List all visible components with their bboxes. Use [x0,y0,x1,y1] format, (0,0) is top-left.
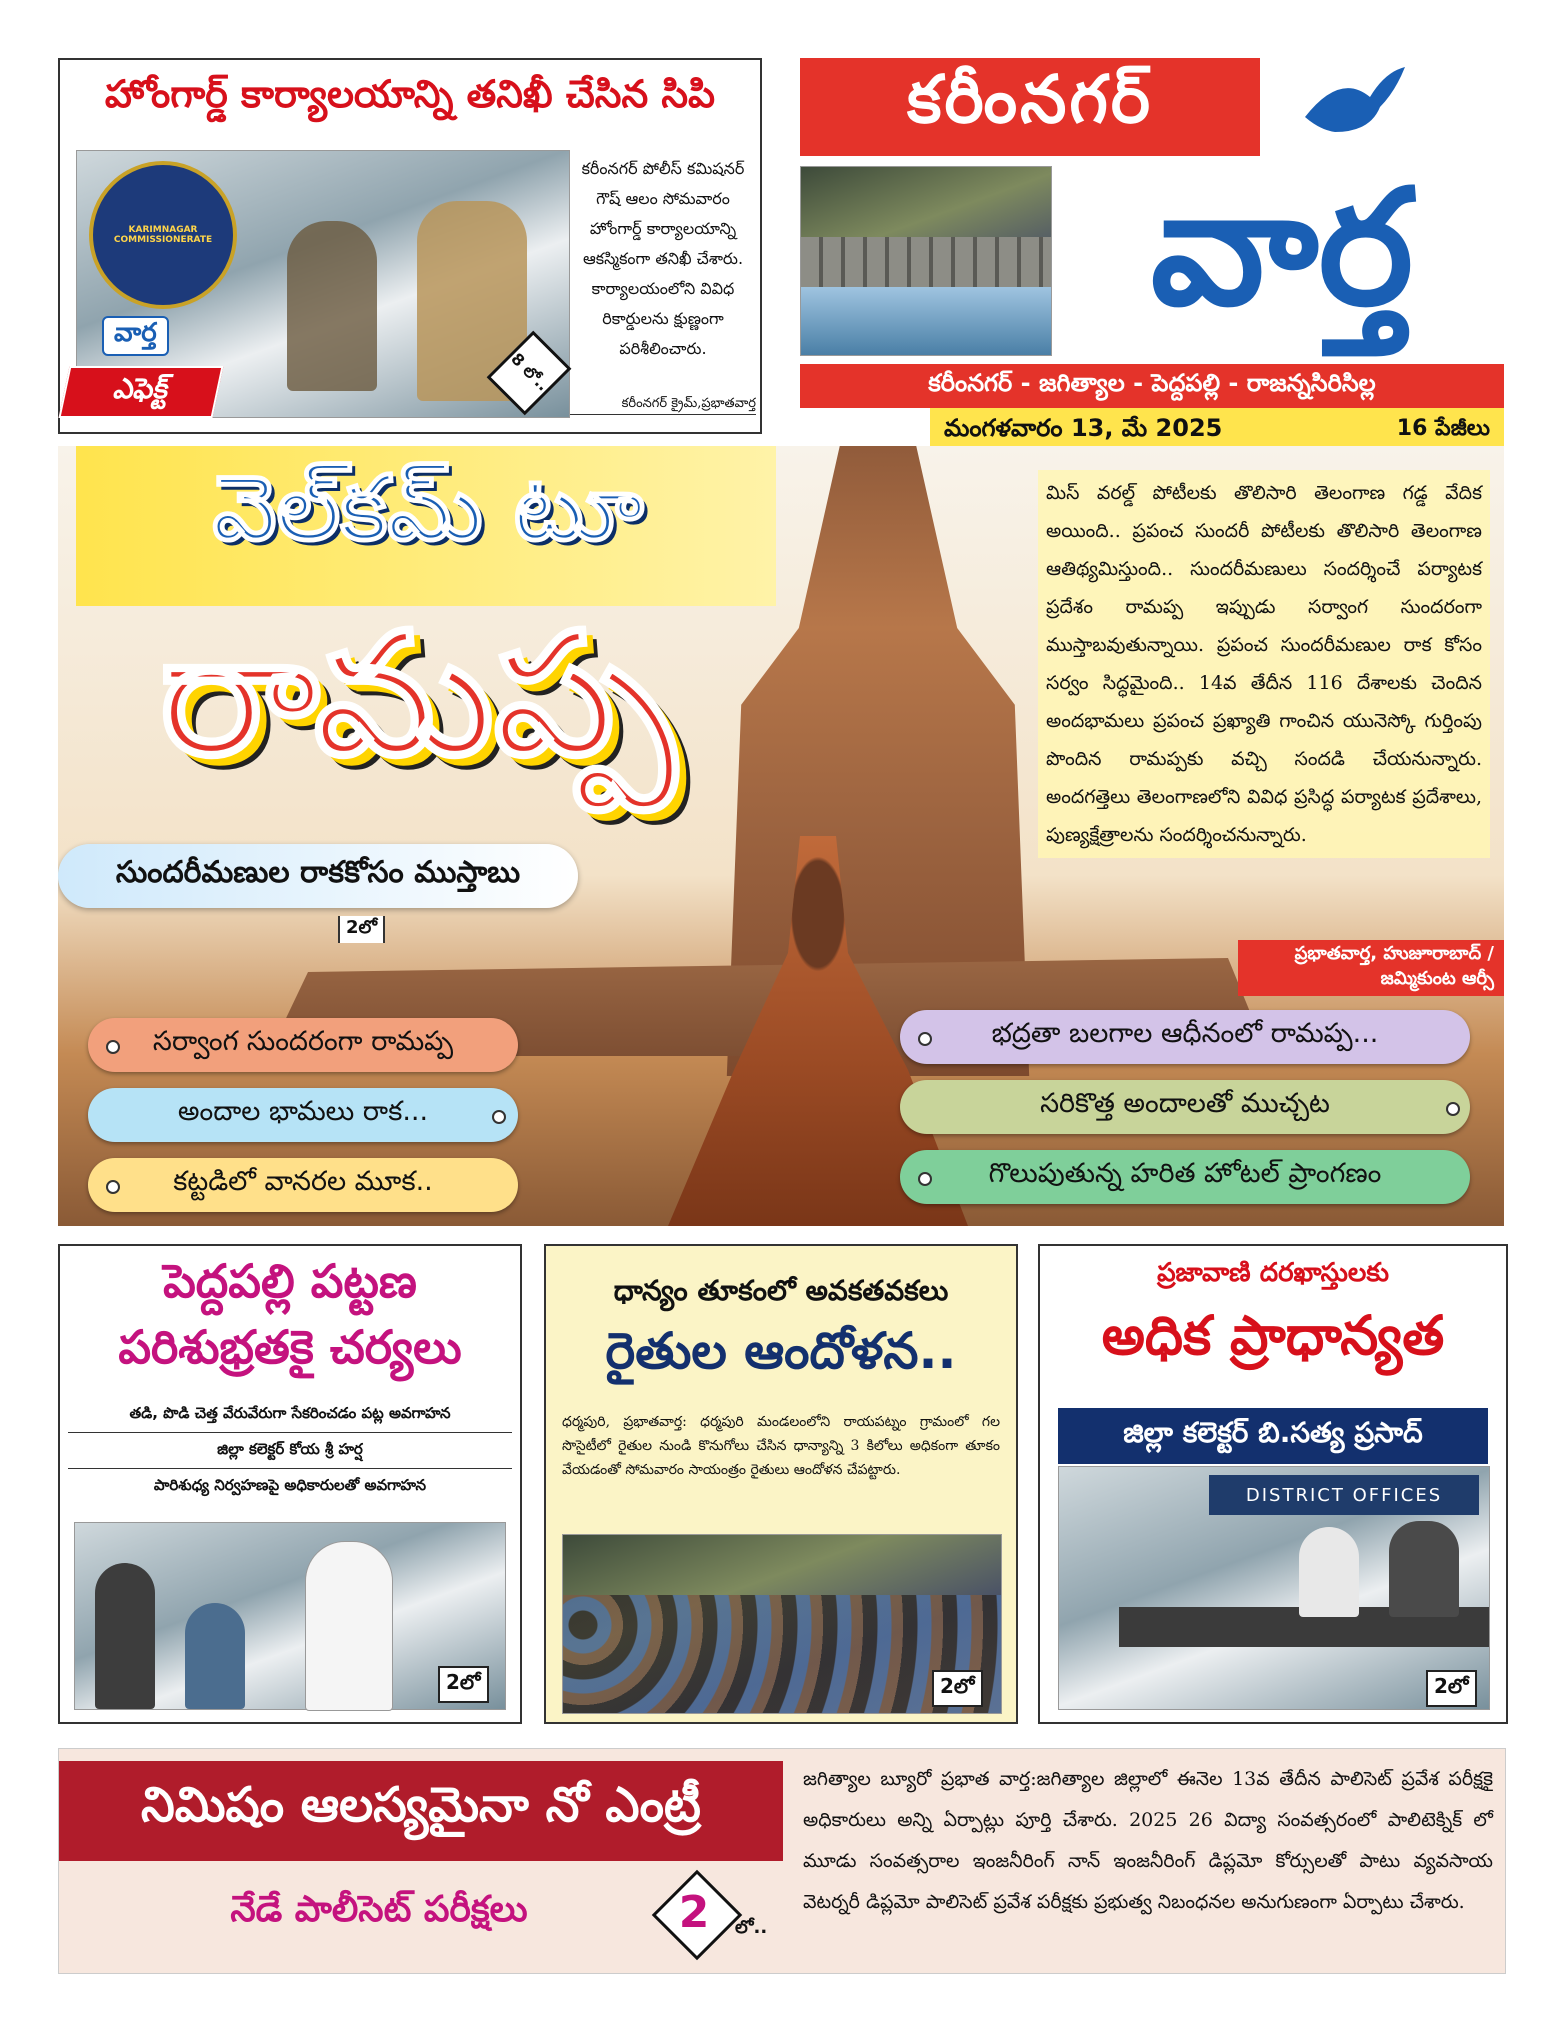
peddapalli-sub-3: పారిశుధ్య నిర్వహణపై అధికారులతో అవగాహన [153,1476,427,1494]
polycet-page-number: 2 [678,1886,710,1938]
peddapalli-page-ref: 2లో [438,1666,489,1703]
polycet-page-suffix: లో.. [735,1917,768,1938]
masthead-name: వార్త [1150,154,1414,341]
pill-right-2 [900,1080,1470,1134]
masthead-pages: 16 పేజీలు [1396,416,1490,441]
grain-kicker: ధాన్యం తూకంలో అవకతవకలు [613,1274,949,1307]
welcome-title: వెల్‌కమ్ టూ [212,456,644,561]
pill-dot [492,1110,506,1124]
top-story [58,58,762,434]
masthead-date: మంగళవారం 13, మే 2025 [944,414,1223,442]
masthead [800,58,1504,458]
story-grain [544,1244,1018,1724]
grain-page-ref: 2లో [932,1670,983,1707]
dam-photo [800,166,1052,356]
office-sign: DISTRICT OFFICES [1245,1484,1443,1506]
commissionerate-sign: KARIMNAGAR COMMISSIONERATE [113,225,213,245]
story-prajavani [1038,1244,1508,1724]
top-story-body: కరీంనగర్ పోలీస్ కమిషనర్ గౌష్ ఆలం సోమవారం హోంగార్డ్ కార్యాలయాన్ని ఆకస్మికంగా తనిఖీ చేశారు. కార్యాలయంలోని వివిధ రికార్డులను క్షుణ్ణంగా పరిశీలించారు. [581,159,745,358]
badge-top: వార్త [102,316,169,356]
ramappa-title: రామప్ప [159,596,677,794]
polycet-body: జగిత్యాల బ్యూరో ప్రభాత వార్త:జగిత్యాల జిల్లాలో ఈనెల 13వ తేదీన పాలిసెట్ ప్రవేశ పరీక్షకై అధికారులు అన్ని ఏర్పాట్లు పూర్తి చేశారు. 2025 26 విద్యా సంవత్సరంలో పాలిటెక్నిక్ లో మూడు సంవత్సరాల ఇంజనీరింగ్ నాన్ ఇంజనీరింగ్ డిప్లమో కోర్సులతో పాటు వ్యవసాయ వెటర్నరీ డిప్లమో పాలిసెట్ ప్రవేశ పరీక్షకు ప్రభుత్వ నిబంధనల అనుగుణంగా ఏర్పాటు చేశారు. [803,1768,1493,1913]
main-story [58,446,1504,1226]
speaker-figure [305,1541,393,1711]
pill-left-3 [88,1158,518,1212]
official-figure [1299,1527,1359,1617]
audience-figure [95,1563,155,1709]
official-figure [1389,1521,1459,1617]
peddapalli-sub-1: తడి, పొడి చెత్త వేరువేరుగా సేకరించడం పట్ల అవగాహన [68,1404,512,1433]
pill-right-3 [900,1150,1470,1204]
pill-right-1 [900,1010,1470,1064]
grain-title: రైతుల ఆందోళన.. [605,1322,957,1380]
commissionerate-emblem [89,161,237,309]
grain-body: ధర్మపురి, ప్రభాతవార్త: ధర్మపురి మండలంలోని రాయపట్నం గ్రామంలో గల సొసైటీలో రైతుల నుండి కొనుగోలు చేసిన ధాన్యాన్ని 3 కిలోలు అధికంగా తూకం వేయడంతో సోమవారం సాయంత్రం రైతులు ఆందోళన చేపట్టారు. [562,1414,1000,1478]
top-story-headline: హోంగార్డ్ కార్యాలయాన్ని తనిఖీ చేసిన సిపి [104,72,716,116]
main-page-ref: 2లో [338,916,385,943]
dam-wall [801,237,1051,287]
pill-label: భద్రతా బలగాల ఆధీనంలో రామప్ప... [991,1018,1379,1049]
top-story-page-ref: 8 లో.. [487,331,572,416]
pill-dot [918,1032,932,1046]
pill-dot [918,1172,932,1186]
audience-figure [185,1603,245,1709]
prajavani-title: అధిక ప్రాధాన్యత [1101,1304,1445,1367]
masthead-city: కరీంనగర్ [907,60,1153,138]
officer-figure [287,221,377,391]
pill-label: అందాల భామలు రాక... [177,1096,429,1127]
top-story-credit: కరీంనగర్ క్రైమ్,ప్రభాతవార్త [570,396,756,415]
pill-dot [1446,1102,1460,1116]
polycet-headline: నిమిషం ఆలస్యమైనా నో ఎంట్రీ [59,1761,783,1861]
dove-logo-icon [1300,62,1410,142]
pill-label: సరికొత్త అందాలతో ముచ్చట [1040,1088,1330,1119]
main-story-body: మిస్ వరల్డ్ పోటీలకు తొలిసారి తెలంగాణ గడ్డ వేదిక అయింది.. ప్రపంచ సుందరీ పోటీలకు తొలిసారి తెలంగాణ ఆతిథ్యమిస్తుంది.. సుందరీమణులు సందర్శించే పర్యాటక ప్రదేశం రామప్ప ఇప్పుడు సర్వాంగ సుందరంగా ముస్తాబవుతున్నాయి. ప్రపంచ సుందరీమణుల రాక కోసం సర్వం సిద్ధమైంది.. 14వ తేదీన 116 దేశాలకు చెందిన అందభామలు ప్రపంచ ప్రఖ్యాతి గాంచిన యునెస్కో గుర్తింపు పొందిన రామప్పకు వచ్చి సందడి చేయనున్నారు. అందగత్తెలు తెలంగాణలోని వివిధ ప్రసిద్ధ పర్యాటక ప్రదేశాలు, పుణ్యక్షేత్రాలను సందర్శించనున్నారు. [1038,470,1490,858]
main-story-credit: ప్రభాతవార్త, హుజూరాబాద్ / జమ్మికుంట ఆర్సీ [1238,940,1504,996]
peddapalli-title-1: పెద్దపల్లి పట్టణ [163,1254,417,1308]
pill-label: సర్వాంగ సుందరంగా రామప్ప [152,1026,454,1057]
pill-dot [106,1180,120,1194]
pill-dot [106,1040,120,1054]
prajavani-kicker: ప్రజావాణి దరఖాస్తులకు [1157,1258,1389,1288]
peddapalli-sub-2: జిల్లా కలెక్టర్ కోయ శ్రీ హర్ష [68,1440,512,1469]
prajavani-page-ref: 2లో [1426,1670,1477,1707]
dam-water [801,287,1051,355]
pill-left-1 [88,1018,518,1072]
polycet-page-ref [657,1875,731,1949]
pill-left-2 [88,1088,518,1142]
peddapalli-title-2: పరిశుభ్రతకై చర్యలు [118,1320,462,1374]
vaartha-effect-badge [64,316,228,428]
pill-label: కట్టడిలో వానరల మూక.. [173,1166,433,1197]
prajavani-collector: జిల్లా కలెక్టర్ బి.సత్య ప్రసాద్ [1058,1408,1488,1464]
badge-bottom: ఎఫెక్ట్ [58,366,223,418]
masthead-districts: కరీంనగర్ - జగిత్యాల - పెద్దపల్లి - రాజన్నసిరిసిల్ల [800,364,1504,408]
main-subtitle: సుందరీమణుల రాకకోసం ముస్తాబు [58,844,578,908]
story-peddapalli [58,1244,522,1724]
pill-label: గొలుపుతున్న హరిత హోటల్ ప్రాంగణం [988,1158,1382,1189]
office-sign-board [1209,1475,1479,1515]
story-polycet [58,1748,1506,1974]
polycet-subhead: నేడే పాలీసెట్ పరీక్షలు [230,1889,528,1930]
